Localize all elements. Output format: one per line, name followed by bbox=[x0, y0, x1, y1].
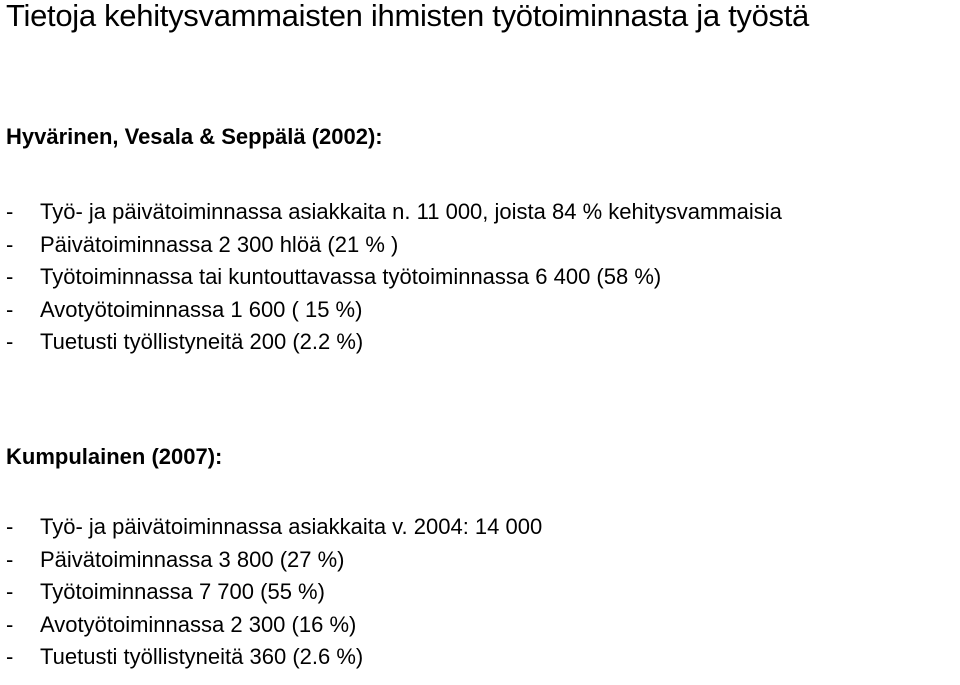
list-item-text: Työtoiminnassa tai kuntouttavassa työtoiminnassa 6 400 (58 %) bbox=[40, 264, 662, 289]
dash-bullet: - bbox=[6, 579, 14, 604]
list-item-text: Avotyötoiminnassa 2 300 (16 %) bbox=[40, 611, 357, 637]
list-item-text: Päivätoiminnassa 3 800 (27 %) bbox=[40, 546, 345, 572]
dash-bullet: - bbox=[6, 199, 14, 224]
list-item bbox=[6, 576, 542, 609]
list-item-text: Tuetusti työllistyneitä 360 (2.6 %) bbox=[40, 644, 364, 669]
list-item-text: Työ- ja päivätoiminnassa asiakkaita v. 2004: 14 000 bbox=[40, 514, 543, 539]
section-heading-hyvarinen: Hyvärinen, Vesala & Seppälä (2002): bbox=[6, 124, 383, 149]
dash-bullet: - bbox=[6, 296, 14, 322]
slide-title: Tietoja kehitysvammaisten ihmisten työtoiminnasta ja työstä bbox=[6, 0, 809, 33]
section-list-hyvarinen bbox=[6, 196, 782, 359]
list-item-text: Työtoiminnassa 7 700 (55 %) bbox=[40, 579, 325, 604]
list-item bbox=[6, 326, 782, 359]
dash-bullet: - bbox=[6, 231, 14, 257]
list-item bbox=[6, 261, 782, 294]
list-item-text: Avotyötoiminnassa 1 600 ( 15 %) bbox=[40, 296, 363, 322]
list-item bbox=[6, 641, 542, 674]
dash-bullet: - bbox=[6, 611, 14, 637]
list-item bbox=[6, 609, 542, 642]
list-item bbox=[6, 544, 542, 577]
section-heading-kumpulainen: Kumpulainen (2007): bbox=[6, 444, 223, 469]
dash-bullet: - bbox=[6, 546, 14, 572]
list-item bbox=[6, 511, 542, 544]
dash-bullet: - bbox=[6, 644, 14, 669]
list-item bbox=[6, 196, 782, 229]
list-item bbox=[6, 229, 782, 262]
section-list-kumpulainen bbox=[6, 511, 542, 674]
dash-bullet: - bbox=[6, 514, 14, 539]
list-item-text: Tuetusti työllistyneitä 200 (2.2 %) bbox=[40, 329, 364, 354]
dash-bullet: - bbox=[6, 329, 14, 354]
list-item bbox=[6, 294, 782, 327]
list-item-text: Päivätoiminnassa 2 300 hlöä (21 % ) bbox=[40, 231, 399, 257]
list-item-text: Työ- ja päivätoiminnassa asiakkaita n. 11 000, joista 84 % kehitysvammaisia bbox=[40, 199, 782, 224]
dash-bullet: - bbox=[6, 264, 14, 289]
